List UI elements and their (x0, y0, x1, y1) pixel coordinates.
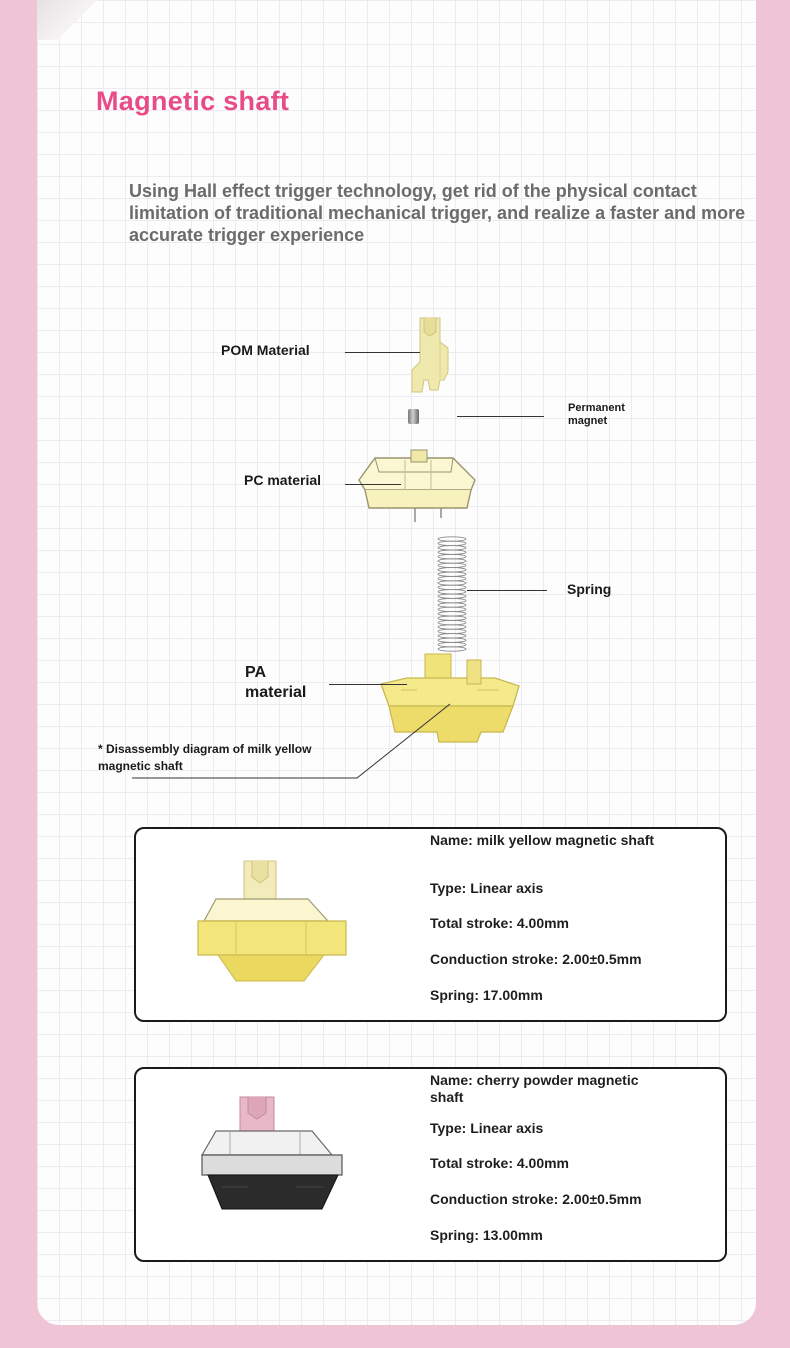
cherry-powder-switch-illustration (200, 1091, 350, 1231)
spring-label: Spring (567, 581, 612, 597)
spring-coil (438, 598, 466, 602)
spring-coil (438, 559, 466, 563)
pc-leader-line (345, 484, 401, 485)
spring-coil (438, 634, 466, 638)
milk-yellow-switch-illustration (196, 857, 356, 997)
spec-spring: Spring: 13.00mm (430, 1227, 543, 1243)
spring-coil (438, 590, 466, 594)
spring-coil (438, 585, 466, 589)
pom-stem-illustration (382, 310, 472, 400)
spring-coil (438, 572, 466, 576)
spring-coil (438, 541, 466, 545)
diagram-caption: * Disassembly diagram of milk yellow magnetic shaft (98, 742, 312, 773)
spring-coil (438, 629, 466, 633)
spring-coil (438, 642, 466, 646)
spec-conduction-stroke: Conduction stroke: 2.00±0.5mm (430, 1191, 642, 1207)
pom-label: POM Material (221, 342, 310, 358)
spring-coil (438, 603, 466, 607)
spring-coil (438, 638, 466, 642)
spring-coil (438, 616, 466, 620)
spring-leader-line (467, 590, 547, 591)
content-card (37, 0, 756, 1325)
spec-type: Type: Linear axis (430, 880, 544, 896)
spec-spring: Spring: 17.00mm (430, 987, 543, 1003)
spec-card-cherry-powder (134, 1067, 727, 1262)
spec-conduction-stroke: Conduction stroke: 2.00±0.5mm (430, 951, 642, 967)
spec-total-stroke: Total stroke: 4.00mm (430, 1155, 570, 1171)
spring-coil (438, 620, 466, 624)
magnet-leader-line (457, 416, 544, 417)
spring-coil (438, 546, 466, 550)
caption-leader-line (132, 700, 462, 780)
spec-total-stroke: Total stroke: 4.00mm (430, 915, 570, 931)
spring-coil (438, 550, 466, 554)
spring-coil (438, 576, 466, 580)
pc-housing-illustration (355, 450, 481, 526)
pa-leader-line (329, 684, 407, 685)
spring-coil (438, 563, 466, 567)
pom-leader-line (345, 352, 420, 353)
spring-coil (438, 625, 466, 629)
spring-coil (438, 568, 466, 572)
spec-name: Name: cherry powder magnetic shaft (430, 1072, 639, 1105)
spec-name: Name: milk yellow magnetic shaft (430, 832, 655, 848)
spec-type: Type: Linear axis (430, 1120, 544, 1136)
spring-illustration (435, 535, 469, 655)
spring-coil (438, 594, 466, 598)
spring-coil (438, 581, 466, 585)
magnet-label: Permanent magnet (568, 402, 625, 427)
pc-label: PC material (244, 472, 322, 488)
spring-coil (438, 607, 466, 611)
page-description: Using Hall effect trigger technology, get rid of the physical contact limitation of traditional mechanical trigger, and realize a faster and more accurate trigger experience (129, 181, 746, 245)
magnet-illustration (408, 409, 419, 424)
spring-coil (438, 537, 466, 541)
spring-coil (438, 554, 466, 558)
spec-card-milk-yellow (134, 827, 727, 1022)
pa-label: PA material (245, 664, 307, 701)
page-title: Magnetic shaft (96, 86, 290, 116)
corner-decoration (37, 0, 97, 40)
spring-coil (438, 612, 466, 616)
